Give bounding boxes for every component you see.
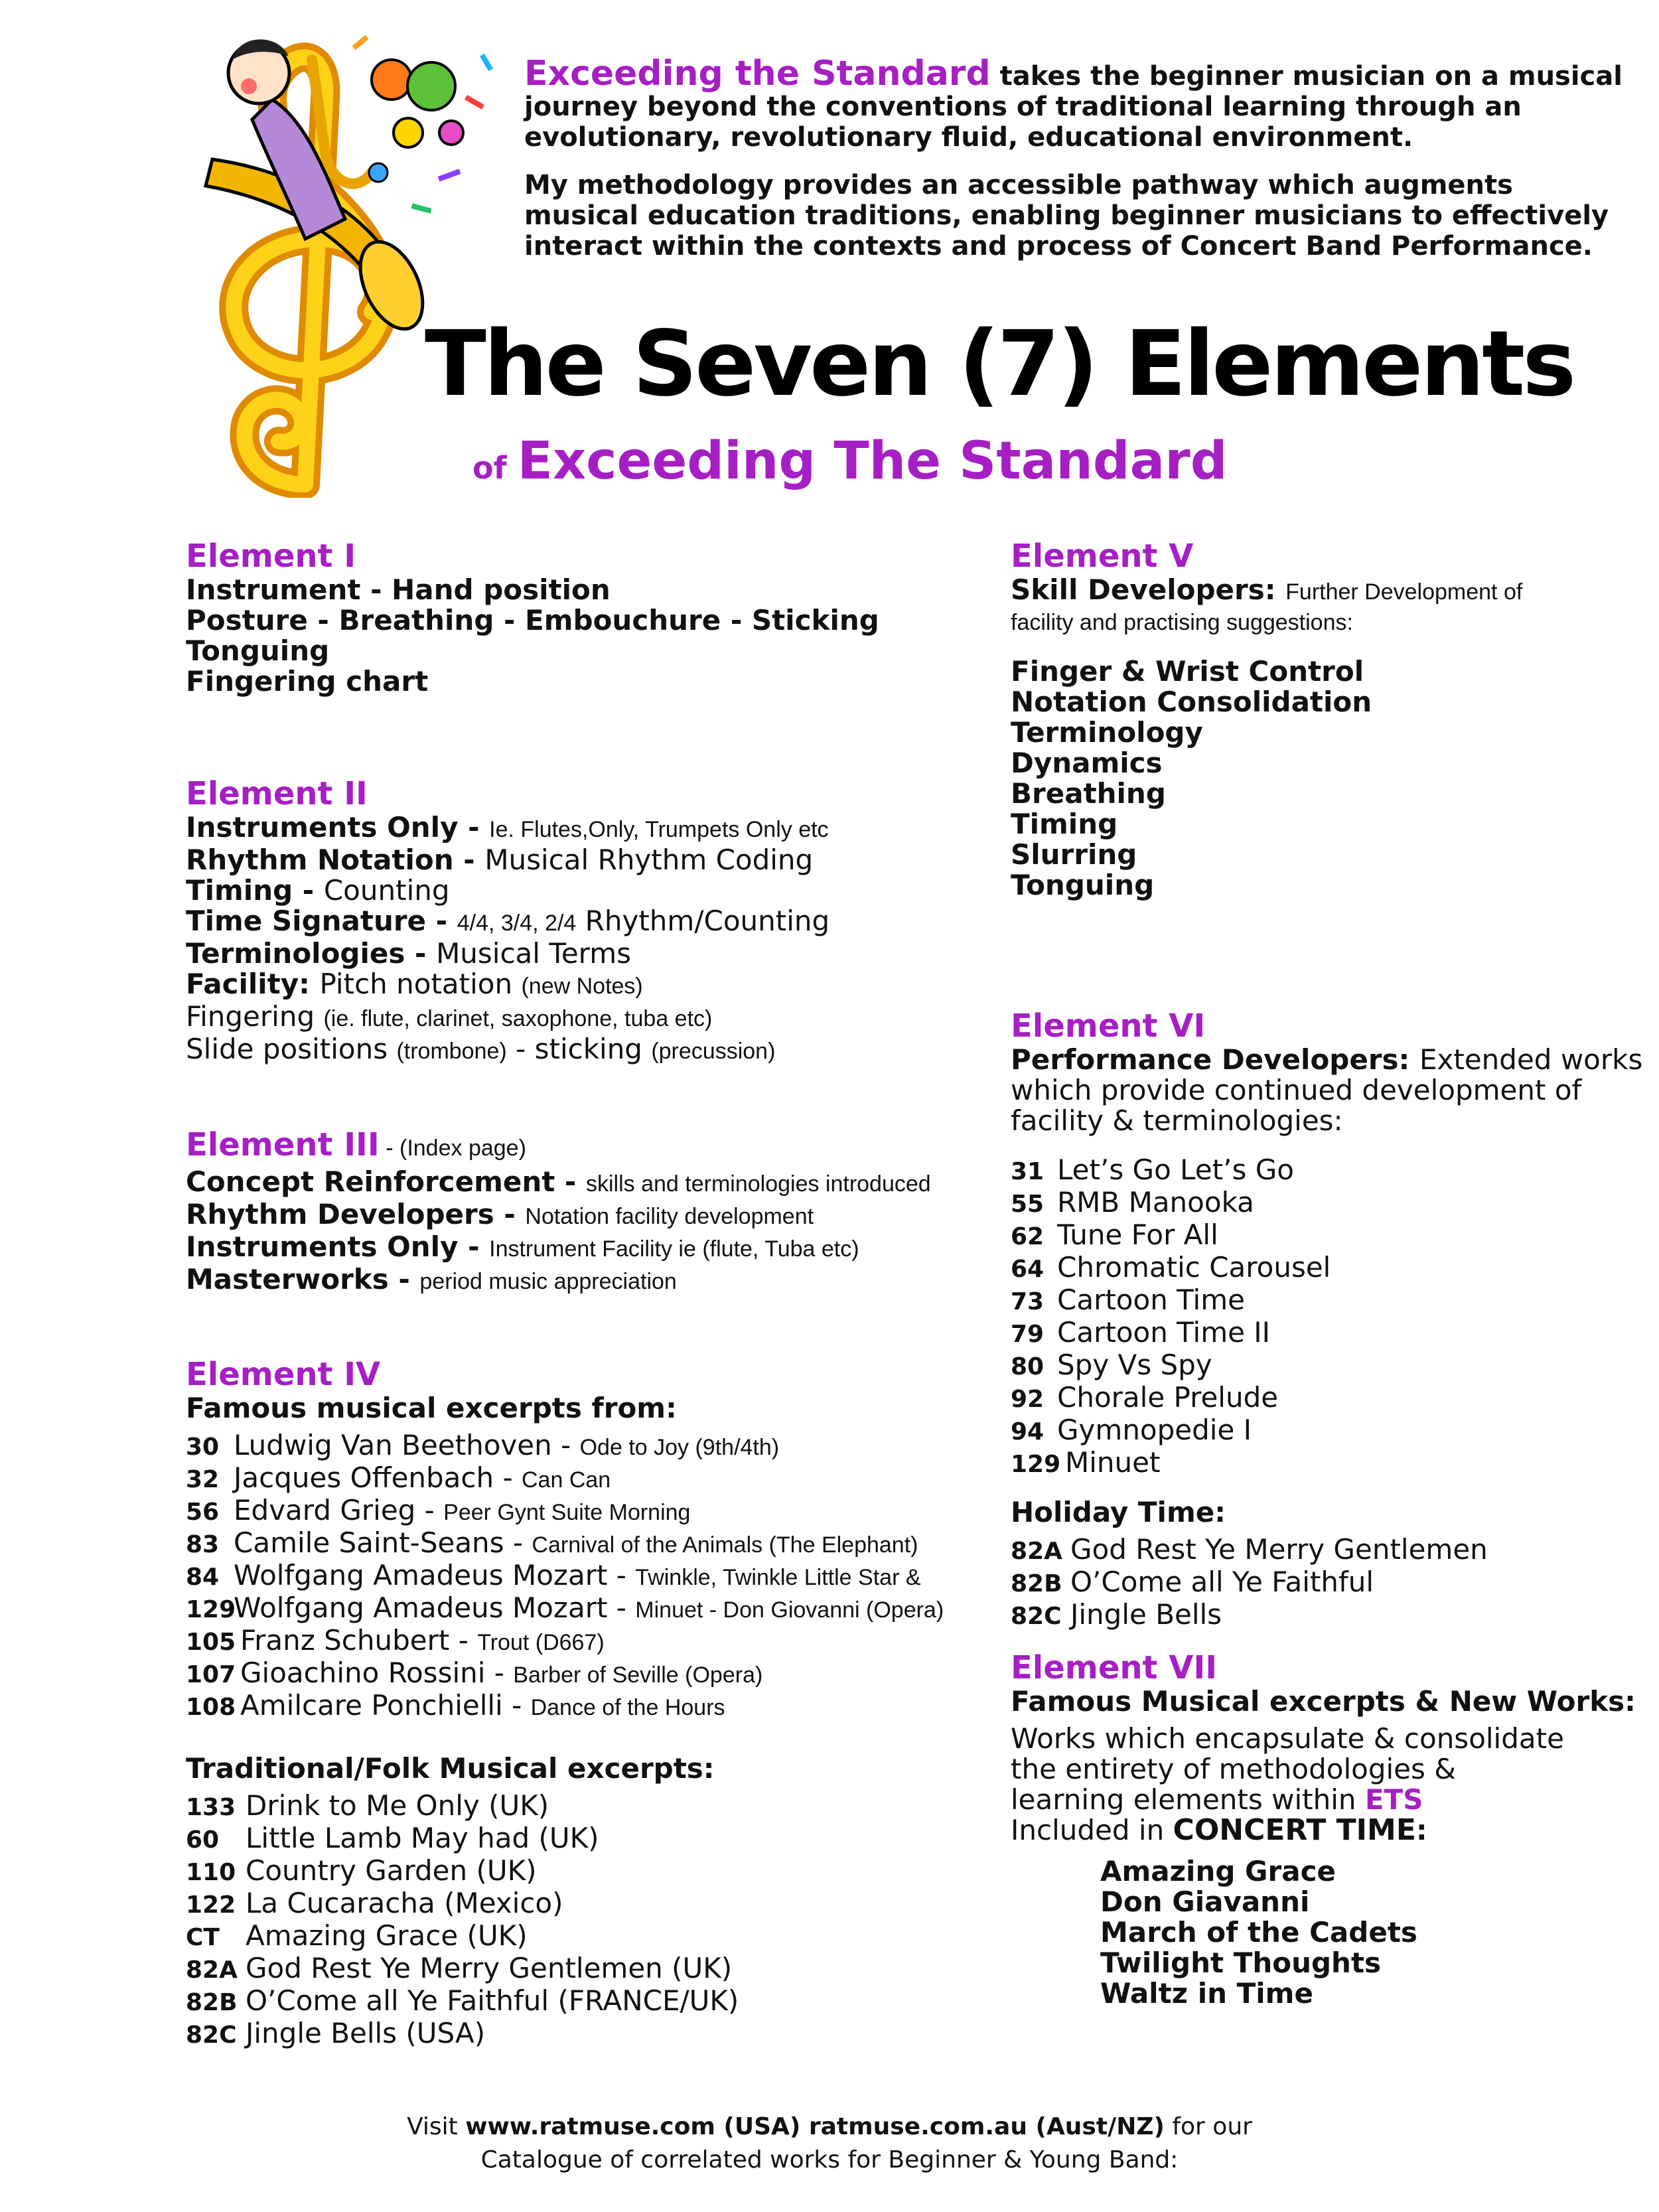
list-item: 107 Gioachino Rossini - Barber of Seville (Opera) <box>186 1657 763 1689</box>
list-item: 94 Gymnopedie I <box>1011 1414 1252 1446</box>
list-item: Don Giavanni <box>1100 1885 1310 1918</box>
list-item: 105 Franz Schubert - Trout (D667) <box>186 1624 605 1657</box>
element-5-intro: facility and practising suggestions: <box>1011 610 1353 635</box>
list-item: 133 Drink to Me Only (UK) <box>186 1789 549 1822</box>
element-6-intro: facility & terminologies: <box>1011 1104 1343 1137</box>
element-2-line: Instruments Only - Ie. Flutes,Only, Trumpets Only etc <box>186 811 829 844</box>
list-item: 129Wolfgang Amadeus Mozart - Minuet - Don Giovanni (Opera) <box>186 1591 944 1624</box>
list-item: 82A God Rest Ye Merry Gentlemen (UK) <box>186 1952 733 1984</box>
holiday-heading: Holiday Time: <box>1011 1496 1226 1528</box>
list-item: 62 Tune For All <box>1011 1218 1218 1251</box>
element-3-section <box>186 1126 982 1297</box>
list-item: Terminology <box>1011 716 1203 749</box>
list-item: 55 RMB Manooka <box>1011 1186 1254 1218</box>
element-3-heading: Element III - (Index page) <box>186 1126 526 1163</box>
element-1-line: Tonguing <box>186 634 330 667</box>
element-4-section <box>186 1356 1015 2051</box>
list-item: 83 Camile Saint-Seans - Carnival of the Animals (The Elephant) <box>186 1526 918 1559</box>
page-title: The Seven (7) Elements <box>425 312 1574 417</box>
element-7-text: the entirety of methodologies & <box>1011 1753 1456 1785</box>
element-1-line: Instrument - Hand position <box>186 573 611 606</box>
element-4-subheading: Famous musical excerpts from: <box>186 1392 677 1424</box>
element-2-section <box>186 775 982 1067</box>
list-item: Tonguing <box>1011 869 1155 901</box>
list-item: Breathing <box>1011 777 1166 810</box>
list-item: 82B O’Come all Ye Faithful <box>1011 1566 1374 1598</box>
element-3-line: Masterworks - period music appreciation <box>186 1263 677 1295</box>
element-1-heading: Element I <box>186 538 356 575</box>
list-item: 82B O’Come all Ye Faithful (FRANCE/UK) <box>186 1984 739 2017</box>
element-2-line: Terminologies - Musical Terms <box>186 937 632 970</box>
list-item: 82C Jingle Bells <box>1011 1598 1222 1631</box>
list-item: 60 Little Lamb May had (UK) <box>186 1822 599 1854</box>
element-2-line: Facility: Pitch notation (new Notes) <box>186 968 643 1000</box>
list-item: CT Amazing Grace (UK) <box>186 1919 528 1952</box>
website-links[interactable]: www.ratmuse.com (USA) ratmuse.com.au (Aust/NZ) <box>465 2113 1165 2140</box>
page-subtitle <box>472 431 1228 491</box>
element-2-line: Slide positions (trombone) - sticking (precussion) <box>186 1033 776 1065</box>
element-5-intro: Skill Developers: Further Development of <box>1011 573 1523 606</box>
list-item: 79 Cartoon Time II <box>1011 1316 1271 1349</box>
intro-text <box>524 54 1626 279</box>
element-2-line: Fingering (ie. flute, clarinet, saxophone, tuba etc) <box>186 1000 713 1033</box>
element-4-heading: Element IV <box>186 1356 381 1393</box>
element-3-line: Rhythm Developers - Notation facility development <box>186 1198 814 1230</box>
list-item: 110 Country Garden (UK) <box>186 1854 537 1887</box>
list-item: 56 Edvard Grieg - Peer Gynt Suite Morning <box>186 1494 691 1526</box>
element-5-section <box>1011 538 1608 901</box>
element-7-heading: Element VII <box>1011 1649 1218 1686</box>
list-item: 92 Chorale Prelude <box>1011 1381 1279 1414</box>
element-6-intro: Performance Developers: Extended works <box>1011 1043 1643 1076</box>
list-item: 82C Jingle Bells (USA) <box>186 2017 486 2049</box>
list-item: 80 Spy Vs Spy <box>1011 1349 1212 1381</box>
list-item: Waltz in Time <box>1100 1977 1313 2010</box>
list-item: March of the Cadets <box>1100 1916 1417 1949</box>
element-1-line: Fingering chart <box>186 665 429 698</box>
element-7-text: Included in CONCERT TIME: <box>1011 1813 1427 1847</box>
element-6-section <box>1011 1007 1643 1632</box>
list-item: 129 Minuet <box>1011 1446 1161 1479</box>
element-2-heading: Element II <box>186 775 368 812</box>
list-item: 82A God Rest Ye Merry Gentlemen <box>1011 1533 1488 1566</box>
footer <box>0 2110 1659 2177</box>
element-6-heading: Element VI <box>1011 1007 1206 1045</box>
list-item: Timing <box>1011 808 1118 840</box>
intro-paragraph-1-text: takes the beginner musician on a musical journey beyond the conventions of traditional learning through an evolutionary, revolutionary fluid, educational environment. <box>524 61 1623 153</box>
brand-name: Exceeding the Standard <box>524 54 991 94</box>
list-item: 31 Let’s Go Let’s Go <box>1011 1153 1294 1186</box>
list-item: Finger & Wrist Control <box>1011 655 1364 688</box>
element-3-line: Instruments Only - Instrument Facility ie (flute, Tuba etc) <box>186 1230 859 1263</box>
element-7-subheading: Famous Musical excerpts & New Works: <box>1011 1685 1636 1718</box>
list-item: Slurring <box>1011 838 1137 871</box>
list-item: 73 Cartoon Time <box>1011 1284 1245 1316</box>
element-2-line: Rhythm Notation - Musical Rhythm Coding <box>186 844 814 876</box>
footer-line-1: Visit www.ratmuse.com (USA) ratmuse.com.au (Aust/NZ) for our <box>407 2113 1252 2140</box>
list-item: Amazing Grace <box>1100 1855 1336 1887</box>
element-7-section <box>1011 1649 1634 2009</box>
element-3-line: Concept Reinforcement - skills and terminologies introduced <box>186 1165 931 1198</box>
element-7-text: Works which encapsulate & consolidate <box>1011 1722 1564 1755</box>
list-item: 84 Wolfgang Amadeus Mozart - Twinkle, Twinkle Little Star & <box>186 1559 921 1591</box>
subtitle-of: of <box>472 450 518 486</box>
concert-time-list <box>1100 1856 1634 2009</box>
subtitle-main: Exceeding The Standard <box>517 431 1228 491</box>
element-2-line: Timing - Counting <box>186 874 450 907</box>
intro-paragraph-1 <box>524 54 1626 153</box>
list-item: 108 Amilcare Ponchielli - Dance of the Hours <box>186 1689 725 1722</box>
element-7-text: learning elements within ETS <box>1011 1783 1423 1816</box>
element-2-line: Time Signature - 4/4, 3/4, 2/4 Rhythm/Counting <box>186 905 830 937</box>
list-item: Notation Consolidation <box>1011 686 1372 718</box>
list-item: 30 Ludwig Van Beethoven - Ode to Joy (9th/4th) <box>186 1429 780 1461</box>
list-item: 32 Jacques Offenbach - Can Can <box>186 1461 611 1494</box>
intro-paragraph-2: My methodology provides an accessible pathway which augments musical education traditions, enabling beginner musicians to effectively interact within the contexts and process of Concert Band Performance. <box>524 170 1609 261</box>
list-item: Twilight Thoughts <box>1100 1947 1382 1979</box>
element-6-intro: which provide continued development of <box>1011 1074 1582 1106</box>
treble-clef-musician-illustration <box>106 20 518 498</box>
element-4-subheading: Traditional/Folk Musical excerpts: <box>186 1752 715 1785</box>
element-5-heading: Element V <box>1011 538 1194 575</box>
list-item: 64 Chromatic Carousel <box>1011 1251 1331 1284</box>
list-item: Dynamics <box>1011 747 1163 779</box>
element-1-line: Posture - Breathing - Embouchure - Sticking <box>186 604 879 636</box>
footer-line-2: Catalogue of correlated works for Beginner & Young Band: <box>480 2146 1179 2174</box>
element-1-section <box>186 538 982 697</box>
list-item: 122 La Cucaracha (Mexico) <box>186 1887 563 1919</box>
